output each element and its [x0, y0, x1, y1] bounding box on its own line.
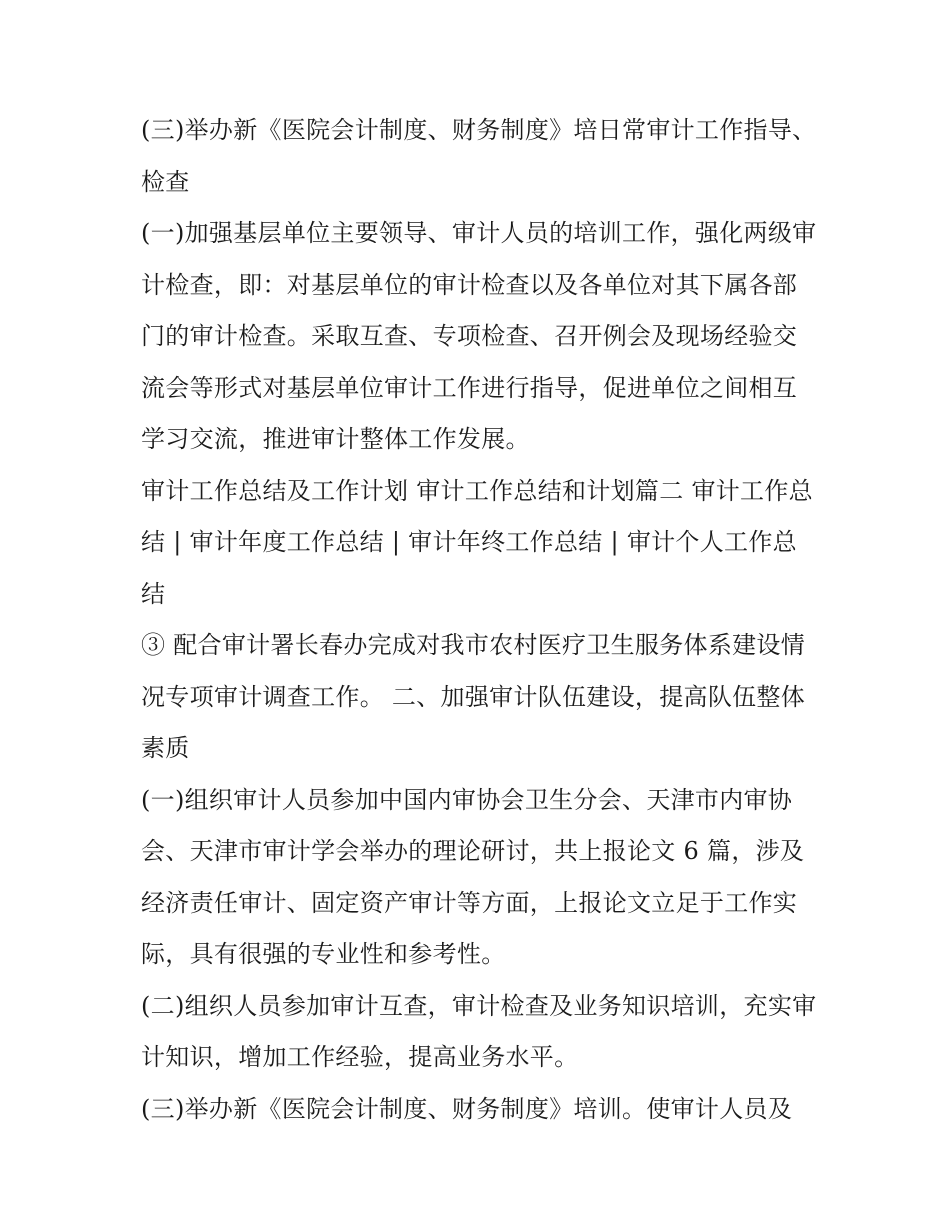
document-body — [141, 105, 821, 1135]
paragraph-rural-medical-audit: ③ 配合审计署长春办完成对我市农村医疗卫生服务体系建设情况专项审计调查工作。 二、加强审计队伍建设，提高队伍整体素质 — [141, 631, 806, 762]
paragraph-accounting-training: (三)举办新《医院会计制度、财务制度》培训。使审计人员及 — [141, 1094, 793, 1123]
paragraph-grassroots-audit: (一)加强基层单位主要领导、审计人员的培训工作，强化两级审计检查，即：对基层单位的审计检查以及各单位对其下属各部门的审计检查。采取互查、专项检查、召开例会及现场经验交流会等形式对基层单位审计工作进行指导，促进单位之间相互学习交流，推进审计整体工作发展。 — [141, 219, 817, 453]
paragraph-research-papers: (一)组织审计人员参加中国内审协会卫生分会、天津市内审协会、天津市审计学会举办的理论研讨，共上报论文 6 篇，涉及经济责任审计、固定资产审计等方面，上报论文立足于工作实际，具有很强的专业性和参考性。 — [141, 785, 805, 968]
paragraph-training-guidance-heading: (三)举办新《医院会计制度、财务制度》培日常审计工作指导、检查 — [141, 116, 817, 196]
paragraph-mutual-inspection: (二)组织人员参加审计互查，审计检查及业务知识培训，充实审计知识，增加工作经验，提高业务水平。 — [141, 991, 817, 1071]
paragraph-summary-links: 审计工作总结及工作计划 审计工作总结和计划篇二 审计工作总结 | 审计年度工作总结 | 审计年终工作总结 | 审计个人工作总结 — [141, 476, 813, 608]
